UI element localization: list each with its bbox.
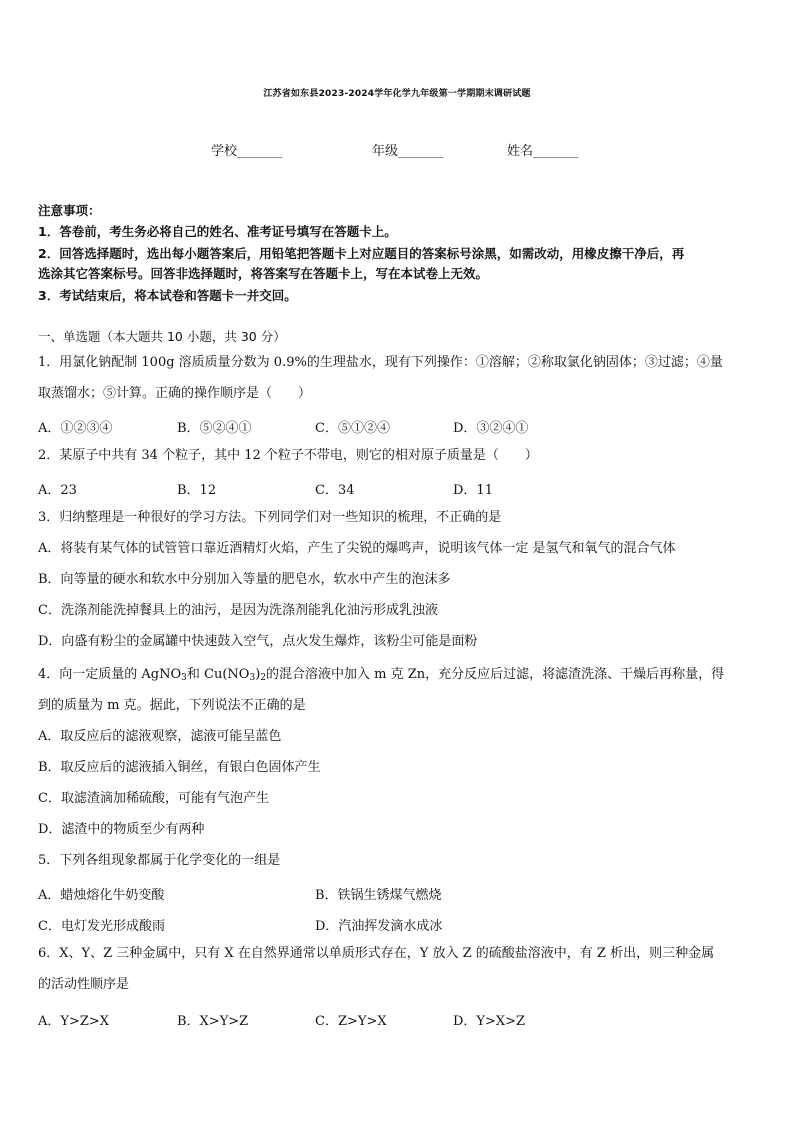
q4-stem-line1 [38, 667, 724, 683]
q4-sub-3: 2 [260, 673, 266, 683]
q5-option-b: B．铁锅生锈煤气燃烧 [315, 888, 442, 903]
q6-option-b: B．X>Y>Z [177, 1014, 249, 1029]
q1-stem-line2: 取蒸馏水；⑤计算。正确的操作顺序是（ ） [38, 386, 312, 401]
q2-stem: 2．某原子中共有 34 个粒子，其中 12 个粒子不带电，则它的相对原子质量是（ ） [38, 448, 538, 463]
q3-option-b: B．向等量的硬水和软水中分别加入等量的肥皂水，软水中产生的泡沫多 [38, 572, 451, 587]
q4-stem-part-a: 4．向一定质量的 AgNO [38, 667, 182, 682]
q1-option-d: D．③②④① [453, 421, 529, 436]
school-field: 学校_______ [211, 144, 283, 159]
q4-stem-line2: 到的质量为 m 克。据此，下列说法不正确的是 [38, 698, 306, 713]
q4-option-b: B．取反应后的滤液插入铜丝，有银白色固体产生 [38, 760, 321, 775]
q5-option-d: D．汽油挥发滴水成冰 [315, 919, 443, 934]
q2-option-d: D．11 [453, 483, 493, 498]
q1-option-b: B．⑤②④① [177, 421, 252, 436]
q4-stem-part-c: ) [255, 667, 261, 682]
q5-option-c: C．电灯发光形成酸雨 [38, 919, 165, 934]
q6-option-d: D．Y>X>Z [453, 1014, 526, 1029]
q3-stem: 3．归纳整理是一种很好的学习方法。下列同学们对一些知识的梳理，不正确的是 [38, 510, 502, 525]
q5-option-a: A．蜡烛熔化牛奶变酸 [38, 888, 165, 903]
q4-option-a: A．取反应后的滤液观察，滤液可能呈蓝色 [38, 729, 282, 744]
q6-stem-line1: 6．X、Y、Z 三种金属中，只有 X 在自然界通常以单质形式存在，Y 放入 Z 的硫酸盐溶液中，有 Z 析出，则三种金属 [38, 946, 715, 961]
notice-item-2: 2．回答选择题时，选出每小题答案后，用铅笔把答题卡上对应题目的答案标号涂黑，如需改动，用橡皮擦干净后，再 [38, 246, 685, 261]
notice-item-1: 1．答卷前，考生务必将自己的姓名、准考证号填写在答题卡上。 [38, 224, 397, 239]
q3-option-a: A．将装有某气体的试管管口靠近酒精灯火焰，产生了尖锐的爆鸣声，说明该气体一定 是氢气和氧气的混合气体 [38, 541, 676, 556]
q6-option-a: A．Y>Z>X [38, 1014, 110, 1029]
q6-stem-line2: 的活动性顺序是 [38, 977, 130, 992]
name-field: 姓名_______ [507, 144, 579, 159]
exam-title: 江苏省如东县2023-2024学年化学九年级第一学期期末调研试题 [263, 89, 531, 99]
q1-stem-line1: 1．用氯化钠配制 100g 溶质质量分数为 0.9%的生理盐水，现有下列操作：①溶解；②称取氯化钠固体；③过滤；④量 [38, 355, 723, 370]
q4-stem-part-b: 和 Cu(NO [186, 667, 250, 682]
grade-field: 年级_______ [372, 144, 444, 159]
q1-option-a: A．①②③④ [38, 421, 113, 436]
q2-option-b: B．12 [177, 483, 217, 498]
notice-item-3: 3．考试结束后，将本试卷和答题卡一并交回。 [38, 288, 297, 303]
q4-sub-2: 3 [249, 673, 256, 683]
q3-option-c: C．洗涤剂能洗掉餐具上的油污，是因为洗涤剂能乳化油污形成乳浊液 [38, 603, 438, 618]
q4-option-d: D．滤渣中的物质至少有两种 [38, 822, 205, 837]
section-heading: 一、单选题（本大题共 10 小题，共 30 分） [38, 329, 286, 344]
q5-stem: 5．下列各组现象都属于化学变化的一组是 [38, 853, 281, 868]
q4-sub-1: 3 [181, 673, 187, 683]
q1-option-c: C．⑤①②④ [315, 421, 390, 436]
notice-item-2-cont: 选涂其它答案标号。回答非选择题时，将答案写在答题卡上，写在本试卷上无效。 [38, 266, 489, 281]
q3-option-d: D．向盛有粉尘的金属罐中快速鼓入空气，点火发生爆炸，该粉尘可能是面粉 [38, 634, 478, 649]
q4-stem-part-d: 的混合溶液中加入 m 克 Zn，充分反应后过滤，将滤渣洗涤、干燥后再称量，得 [266, 667, 725, 682]
notice-heading: 注意事项： [38, 203, 101, 218]
q2-option-c: C．34 [315, 483, 355, 498]
q4-option-c: C．取滤渣滴加稀硫酸，可能有气泡产生 [38, 791, 269, 806]
q6-option-c: C．Z>Y>X [315, 1014, 387, 1029]
q2-option-a: A．23 [38, 483, 77, 498]
